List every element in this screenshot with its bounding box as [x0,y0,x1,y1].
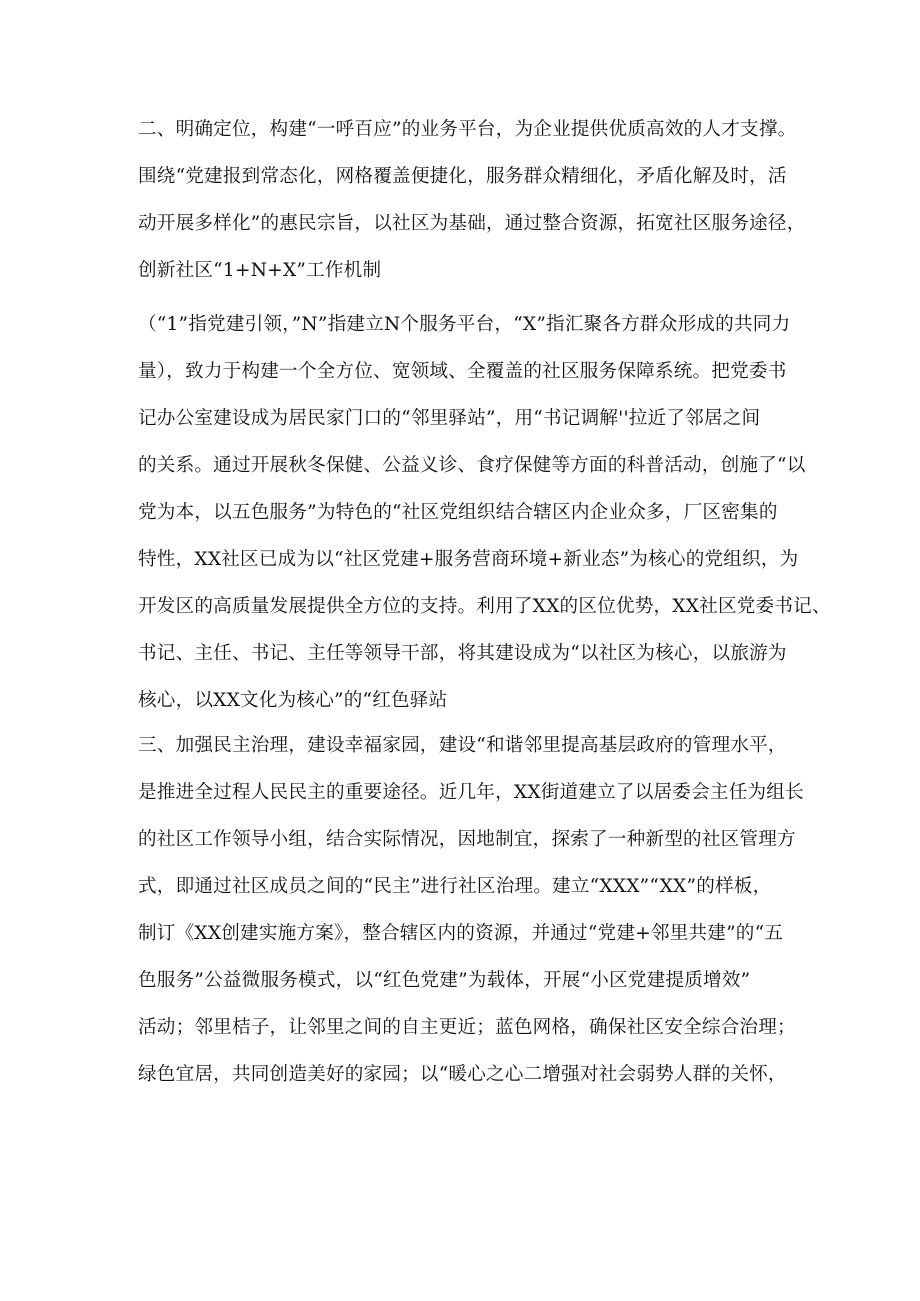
text-line: 围绕“党建报到常态化，网格覆盖便捷化，服务群众精细化，矛盾化解及时，活 [138,166,787,187]
text-line: 书记、主任、书记、主任等领导干部，将其建设成为“以社区为核心，以旅游为 [138,643,787,664]
text-line: 活动；邻里桔子，让邻里之间的自主更近；蓝色网格，确保社区安全综合治理； [138,1017,796,1038]
text-line: 动开展多样化”的惠民宗旨，以社区为基础，通过整合资源，拓宽社区服务途径， [138,213,806,234]
section-two-paragraph [138,313,831,736]
text-line: 色服务”公益微服务模式，以“红色党建”为载体，开展“小区党建提质增效” [138,970,751,991]
text-line: 特性，XX社区已成为以“社区党建+服务营商环境+新业态”为核心的党组织，为 [138,549,799,570]
text-line: 量），致力于构建一个全方位、宽领域、全覆盖的社区服务保障系统。把党委书 [138,361,787,382]
text-line: 绿色宜居，共同创造美好的家园；以“暖心之心二增强对社会弱势人群的关怀， [138,1064,787,1085]
text-line: 二、明确定位，构建“一呼百应”的业务平台，为企业提供优质高效的人才支撑。 [138,119,797,140]
text-line: 党为本，以五色服务”为特色的“社区党组织结合辖区内企业众多，厂区密集的 [138,502,778,523]
text-line: 是推进全过程人民民主的重要途径。近几年，XX街道建立了以居委会主任为组长 [138,782,804,803]
text-line: 式，即通过社区成员之间的“民主”进行社区治理。建立“XXX”“XX”的样板， [138,876,772,897]
text-line: 创新社区“1+N+X”工作机制 [138,260,382,281]
text-line: 的关系。通过开展秋冬保健、公益义诊、食疗保健等方面的科普活动，创施了“以 [138,455,806,476]
text-line: 的社区工作领导小组，结合实际情况，因地制宜，探索了一种新型的社区管理方 [138,829,796,850]
section-three-paragraph [138,734,804,1110]
text-line: 制订《XX创建实施方案》，整合辖区内的资源，并通过“党建+邻里共建”的“五 [138,923,784,944]
text-line: 三、加强民主治理，建设幸福家园，建设“和谐邻里提高基层政府的管理水平， [138,735,787,756]
text-line: 记办公室建设成为居民家门口的“邻里驿站”，用“书记调解''拉近了邻居之间 [138,408,761,429]
text-line: 开发区的高质量发展提供全方位的支持。利用了XX的区位优势，XX社区党委书记、 [138,596,831,617]
section-one-paragraph [138,118,806,306]
text-line: 核心，以XX文化为核心”的“红色驿站 [138,690,448,711]
text-line: （“1”指党建引领，”N”指建立N个服务平台，“X”指汇聚各方群众形成的共同力 [138,314,791,335]
